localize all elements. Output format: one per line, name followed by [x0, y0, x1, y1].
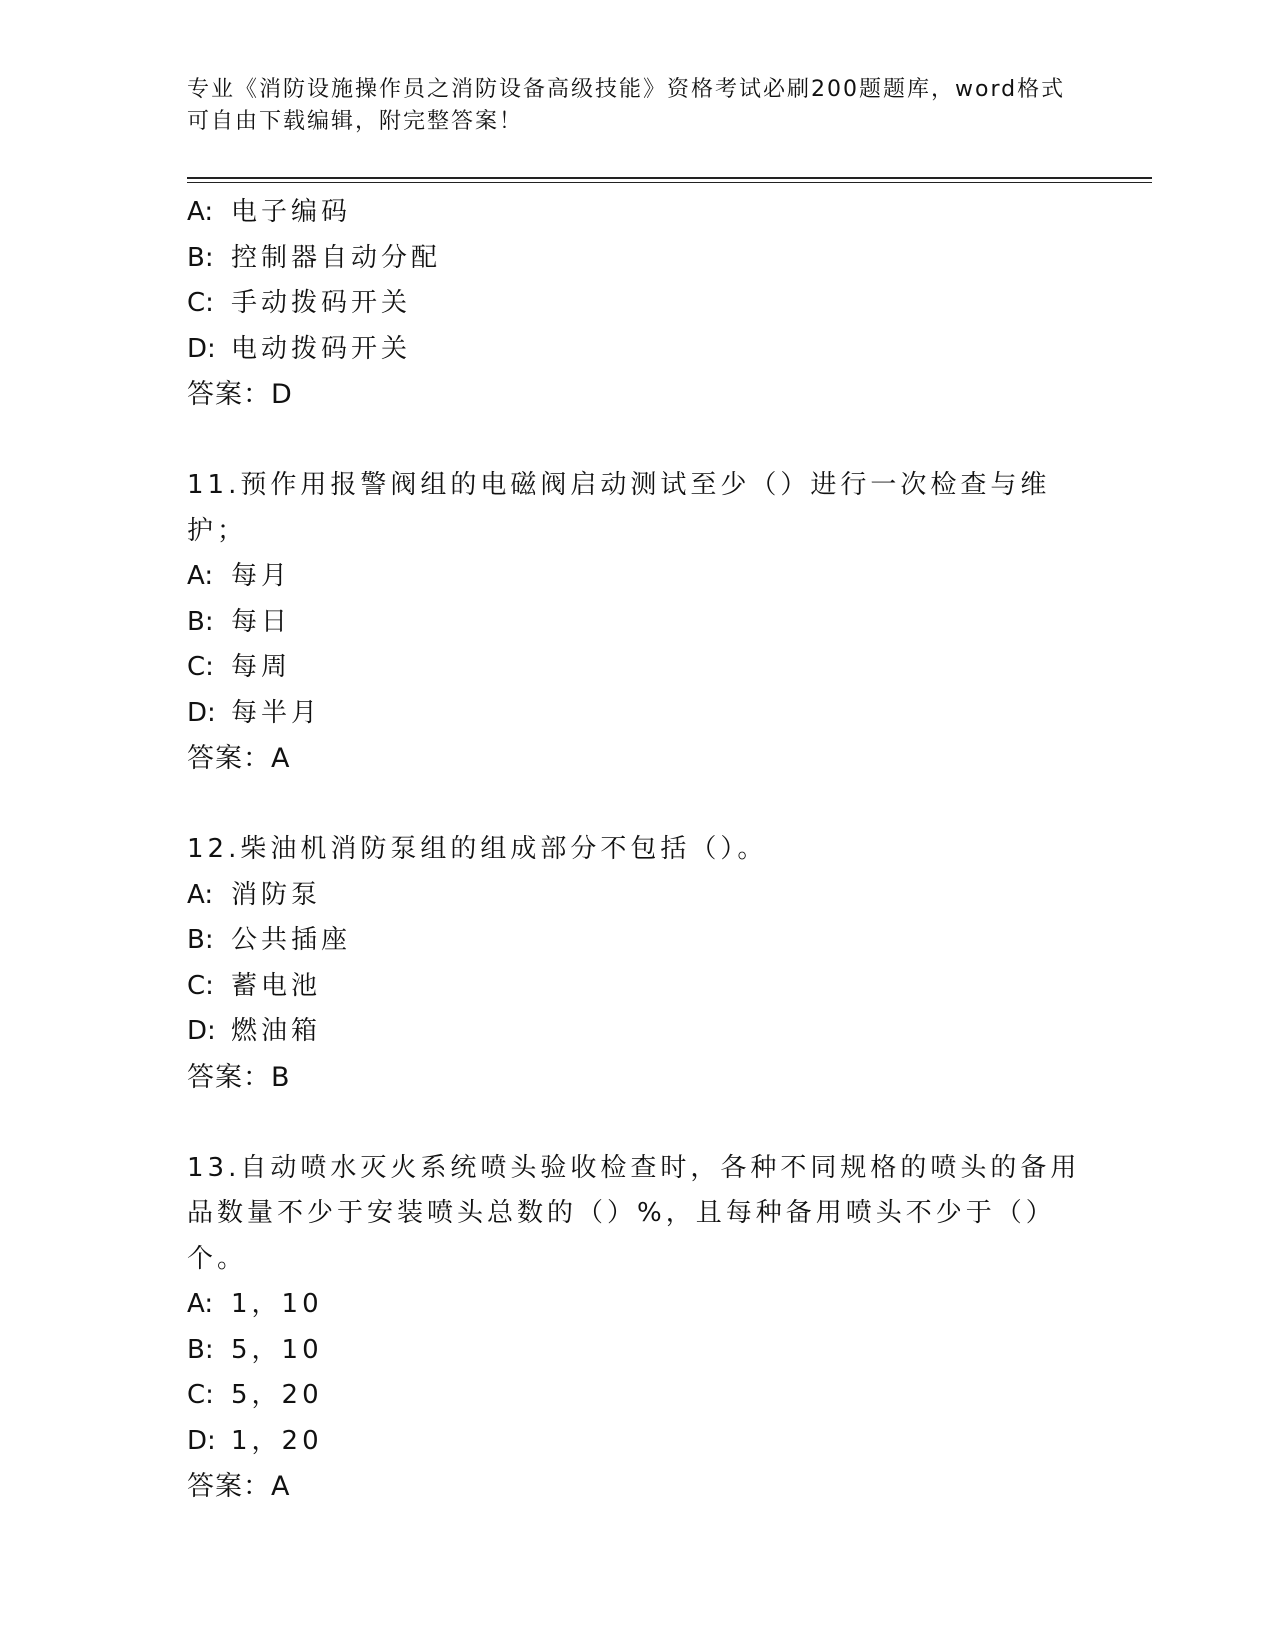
question-title: 11.预作用报警阀组的电磁阀启动测试至少（）进行一次检查与维护； — [187, 470, 1051, 546]
answer-line: 答案：D — [187, 379, 293, 410]
answer-line: 答案：B — [187, 1061, 291, 1093]
option-b: B: 5，10 — [187, 1334, 323, 1365]
document-header: 专业《消防设施操作员之消防设备高级技能》资格考试必刷200题题库，word格式可自由下载编辑，附完整答案！ — [187, 77, 1066, 134]
option-c: C: 5，20 — [187, 1380, 323, 1410]
question-title: 12.柴油机消防泵组的组成部分不包括（）。 — [187, 834, 768, 864]
question-list — [187, 190, 1087, 1510]
option-d: D: 燃油箱 — [187, 1016, 322, 1046]
option-c: C: 蓄电池 — [187, 970, 322, 1001]
option-c: C: 每周 — [187, 652, 292, 682]
option-d: D: 每半月 — [187, 697, 322, 728]
header-divider-thick — [187, 177, 1152, 179]
option-d: D: 电动拨码开关 — [187, 333, 412, 364]
question-13 — [187, 1146, 1087, 1510]
spacer — [187, 418, 1087, 464]
question-12 — [187, 827, 1087, 1100]
option-d: D: 1，20 — [187, 1425, 323, 1456]
answer-line: 答案：A — [187, 1471, 291, 1502]
option-b: B: 公共插座 — [187, 925, 352, 955]
option-a: A: 1，10 — [187, 1289, 323, 1319]
question-continued — [187, 190, 1087, 418]
option-c: C: 手动拨码开关 — [187, 288, 412, 318]
spacer — [187, 1100, 1087, 1146]
option-a: A: 每月 — [187, 561, 292, 591]
answer-line: 答案：A — [187, 743, 291, 774]
spacer — [187, 782, 1087, 828]
option-a: A: 消防泵 — [187, 879, 322, 910]
header-divider-thin — [187, 182, 1152, 183]
option-b: B: 控制器自动分配 — [187, 242, 442, 273]
question-11 — [187, 463, 1087, 782]
question-title: 13.自动喷水灭火系统喷头验收检查时，各种不同规格的喷头的备用品数量不少于安装喷头总数的（）%，且每种备用喷头不少于（）个。 — [187, 1152, 1081, 1274]
option-b: B: 每日 — [187, 606, 292, 637]
option-a: A: 电子编码 — [187, 197, 352, 227]
